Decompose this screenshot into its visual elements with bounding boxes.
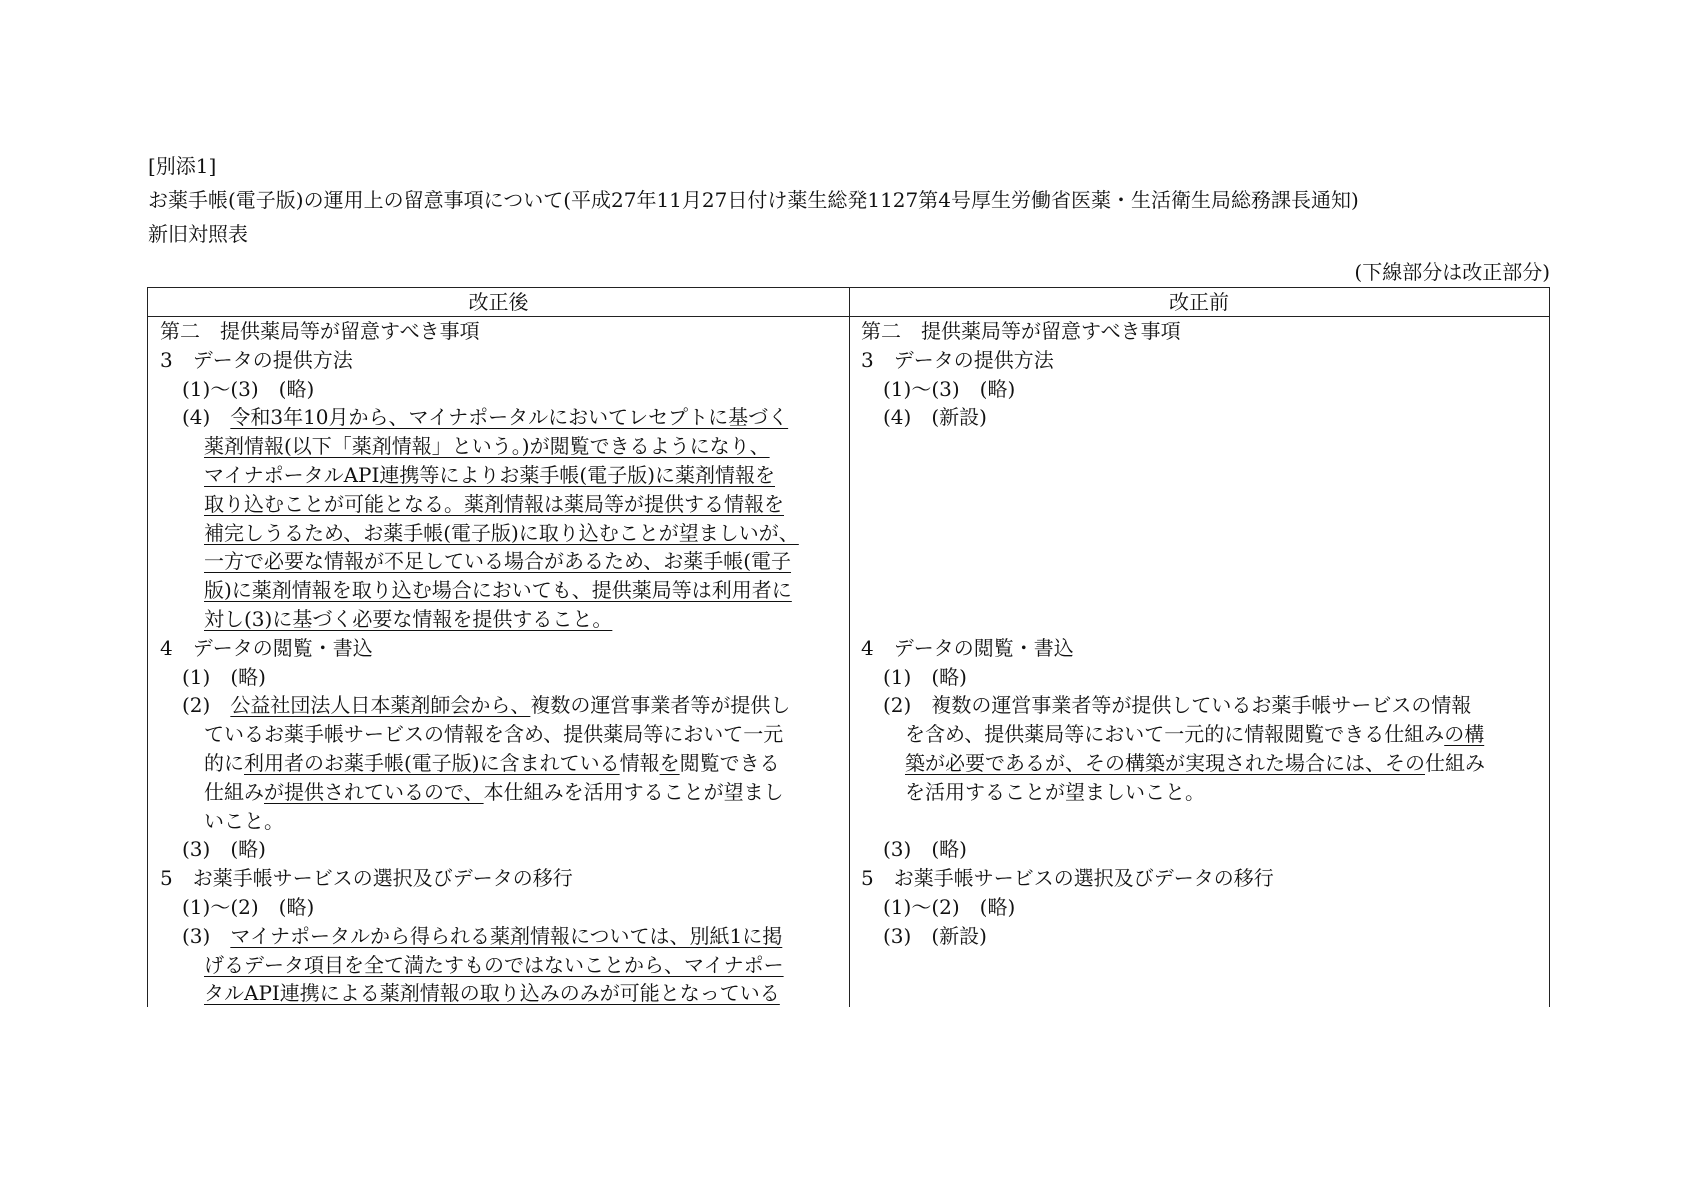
after-item3-4-line	[160, 403, 840, 432]
after-item3-1to3: (1)～(3) (略)	[182, 376, 315, 401]
after-item3-4-line	[160, 605, 840, 634]
underline-note: (下線部分は改正部分)	[1354, 260, 1550, 284]
after-item4-2-underlined: を	[659, 750, 680, 775]
before-item4-2-line: (2) 複数の運営事業者等が提供しているお薬手帳サービスの情報	[883, 693, 1472, 718]
after-item3-4-text: 補完しうるため、お薬手帳(電子版)に取り込むことが望ましいが、	[204, 520, 799, 545]
blank-line	[861, 432, 1541, 461]
column-after	[160, 317, 840, 1008]
blank-line	[861, 461, 1541, 490]
document-subtitle: 新旧対照表	[148, 222, 248, 246]
after-item3-4-text: 薬剤情報(以下「薬剤情報」という。)が閲覧できるようになり、	[204, 434, 770, 459]
after-item4-2-label: (2)	[182, 693, 211, 718]
after-item3-heading: 3 データの提供方法	[160, 347, 353, 372]
after-item3-4-line	[160, 576, 840, 605]
after-item4-heading: 4 データの閲覧・書込	[160, 635, 373, 660]
after-item4-2-line	[160, 807, 840, 836]
blank-line	[861, 807, 1541, 836]
after-item4-2-line	[160, 720, 840, 749]
after-item4-2-text: 複数の運営事業者等が提供し	[530, 693, 791, 718]
before-section2-heading: 第二 提供薬局等が留意すべき事項	[861, 319, 1181, 343]
before-item4-2-line	[861, 749, 1541, 778]
after-item3-4-text: 対し(3)に基づく必要な情報を提供すること。	[204, 606, 613, 631]
before-item3-4: (4) (新設)	[883, 405, 987, 430]
after-item3-4-line	[160, 519, 840, 548]
column-header-before: 改正前	[849, 288, 1549, 317]
after-item5-3-text: タルAPI連携による薬剤情報の取り込みのみが可能となっている	[204, 981, 780, 1006]
before-item5-3: (3) (新設)	[883, 923, 987, 948]
after-item4-2-text: ているお薬手帳サービスの情報を含め、提供薬局等において一元	[204, 722, 784, 747]
document-title: お薬手帳(電子版)の運用上の留意事項について(平成27年11月27日付け薬生総発1127第4号厚生労働省医薬・生活衛生局総務課長通知)	[148, 188, 1359, 212]
before-item5-heading: 5 お薬手帳サービスの選択及びデータの移行	[861, 866, 1274, 891]
after-item5-3-label: (3)	[182, 923, 211, 948]
after-item4-2-underlined: が提供されているので、	[264, 779, 484, 804]
after-item4-2-text: 情報	[619, 750, 660, 775]
after-item4-2-underlined: 利用者のお薬手帳(電子版)に含まれている	[244, 750, 620, 775]
after-item3-4-line	[160, 461, 840, 490]
after-item5-3-text: げるデータ項目を全て満たすものではないことから、マイナポー	[204, 952, 784, 977]
after-item4-2-text: 仕組み	[204, 779, 264, 804]
after-item3-4-label: (4)	[182, 405, 211, 430]
before-item4-3: (3) (略)	[883, 837, 967, 862]
before-item3-heading: 3 データの提供方法	[861, 347, 1054, 372]
before-item3-1to3: (1)～(3) (略)	[883, 376, 1016, 401]
before-item4-1: (1) (略)	[883, 664, 967, 689]
after-item4-2-line	[160, 749, 840, 778]
after-item4-2-line	[160, 778, 840, 807]
after-item5-1to2: (1)～(2) (略)	[182, 894, 315, 919]
after-item3-4-text: 取り込むことが可能となる。薬剤情報は薬局等が提供する情報を	[204, 491, 784, 516]
before-item4-2-line	[861, 720, 1541, 749]
after-item4-3: (3) (略)	[182, 837, 266, 862]
after-item3-4-text: 版)に薬剤情報を取り込む場合においても、提供薬局等は利用者に	[204, 578, 792, 603]
after-item3-4-text: マイナポータルAPI連携等によりお薬手帳(電子版)に薬剤情報を	[204, 462, 776, 487]
before-item4-2-text: を含め、提供薬局等において一元的に情報閲覧できる仕組み	[905, 722, 1445, 747]
before-item4-2-line: を活用することが望ましいこと。	[905, 779, 1205, 804]
blank-line	[861, 519, 1541, 548]
after-item5-3-line	[160, 979, 840, 1008]
after-item3-4-line	[160, 547, 840, 576]
attachment-label: [別添1]	[148, 154, 217, 178]
after-item4-2-text: 閲覧できる	[679, 750, 780, 775]
after-item3-4-text: 一方で必要な情報が不足している場合があるため、お薬手帳(電子	[204, 549, 792, 574]
before-item4-2-underlined: の構	[1444, 722, 1485, 747]
after-item4-2-text: 的に	[204, 750, 244, 775]
after-item5-3-text: マイナポータルから得られる薬剤情報については、別紙1に掲	[230, 923, 783, 948]
after-item3-4-line	[160, 490, 840, 519]
column-before	[861, 317, 1541, 951]
blank-line	[861, 547, 1541, 576]
column-header-after: 改正後	[148, 288, 849, 317]
before-item5-1to2: (1)～(2) (略)	[883, 894, 1016, 919]
after-item5-3-line	[160, 951, 840, 980]
before-item4-2-text: 仕組み	[1425, 750, 1485, 775]
after-item3-4-text: 令和3年10月から、マイナポータルにおいてレセプトに基づく	[230, 405, 789, 430]
before-item4-heading: 4 データの閲覧・書込	[861, 635, 1074, 660]
after-item3-4-line	[160, 432, 840, 461]
after-item4-2-underlined: 公益社団法人日本薬剤師会から、	[230, 693, 531, 718]
after-item4-2-text: いこと。	[204, 808, 284, 833]
after-section2-heading: 第二 提供薬局等が留意すべき事項	[160, 319, 480, 343]
before-item4-2-underlined: 築が必要であるが、その構築が実現された場合には、その	[905, 750, 1425, 775]
after-item5-heading: 5 お薬手帳サービスの選択及びデータの移行	[160, 866, 573, 891]
after-item5-3-line	[160, 922, 840, 951]
blank-line	[861, 605, 1541, 634]
blank-line	[861, 576, 1541, 605]
after-item4-2-text: 本仕組みを活用することが望まし	[483, 779, 784, 804]
column-divider	[849, 288, 850, 1007]
blank-line	[861, 490, 1541, 519]
after-item4-2-line	[160, 691, 840, 720]
after-item4-1: (1) (略)	[182, 664, 266, 689]
comparison-table	[147, 287, 1550, 1007]
